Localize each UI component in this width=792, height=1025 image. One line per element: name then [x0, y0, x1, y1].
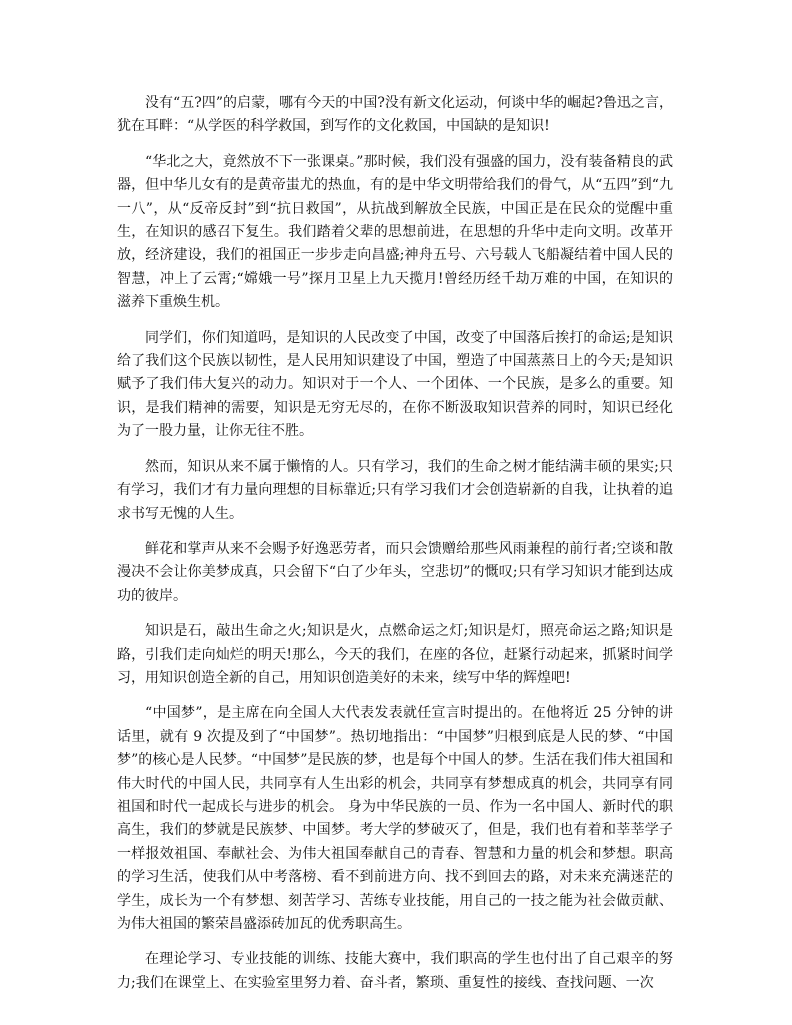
- paragraph-8: 在理论学习、专业技能的训练、技能大赛中，我们职高的学生也付出了自己艰辛的努力;我们在课堂上、在实验室里努力着、奋斗者，繁琐、重复性的接线、查找问题、一次: [117, 951, 673, 991]
- paragraph-7: “中国梦”，是主席在向全国人大代表发表就任宣言时提出的。在他将近 25 分钟的讲话里，就有 9 次提及到了“中国梦”。热切地指出：“中国梦”归根到底是人民的梦、“中国梦”的核心是人民梦。“中国梦”是民族的梦，也是每个中国人的梦。生活在我们伟大祖国和伟大时代的中国人民，共同享有人生出彩的机会，共同享有梦想成真的机会，共同享有同祖国和时代一起成长与进步的机会。 身为中华民族的一员、作为一名中国人、新时代的职高生，我们的梦就是民族梦、中国梦。考大学的梦破灭了，但是，我们也有着和莘莘学子一样报效祖国、奉献社会、为伟大祖国奉献自己的青春、智慧和力量的机会和梦想。职高的学习生活，使我们从中考落榜、看不到前进方向、找不到回去的路，对未来充满迷茫的学生，成长为一个有梦想、刻苦学习、苦练专业技能，用自己的一技之能为社会做贡献、为伟大祖国的繁荣昌盛添砖加瓦的优秀职高生。: [117, 705, 673, 932]
- paragraph-6: 知识是石，敲出生命之火;知识是火，点燃命运之灯;知识是灯，照亮命运之路;知识是路，引我们走向灿烂的明天!那么，今天的我们，在座的各位，赶紧行动起来，抓紧时间学习，用知识创造全新的自己，用知识创造美好的未来，续写中华的辉煌吧!: [117, 623, 673, 686]
- paragraph-2: “华北之大，竟然放不下一张课桌。”那时候，我们没有强盛的国力，没有装备精良的武器，但中华儿女有的是黄帝蚩尤的热血，有的是中华文明带给我们的骨气，从“五四”到“九一八”，从“反帝反封”到“抗日救国”，从抗战到解放全民族，中国正是在民众的觉醒中重生，在知识的感召下复生。我们踏着父辈的思想前进，在思想的升华中走向文明。改革开放，经济建设，我们的祖国正一步步走向昌盛;神舟五号、六号载人飞船凝结着中国人民的智慧，冲上了云霄;“嫦娥一号”探月卫星上九天揽月!曾经历经千劫万难的中国，在知识的滋养下重焕生机。: [117, 153, 673, 311]
- paragraph-4: 然而，知识从来不属于懒惰的人。只有学习，我们的生命之树才能结满丰硕的果实;只有学习，我们才有力量向理想的目标靠近;只有学习我们才会创造崭新的自我，让执着的追求书写无愧的人生。: [117, 458, 673, 522]
- document-page: [117, 92, 673, 1007]
- paragraph-3: 同学们，你们知道吗，是知识的人民改变了中国，改变了中国落后挨打的命运;是知识给了我们这个民族以韧性，是人民用知识建设了中国，塑造了中国蒸蒸日上的今天;是知识赋予了我们伟大复兴的动力。知识对于一个人、一个团体、一个民族，是多么的重要。知识，是我们精神的需要，知识是无穷无尽的，在你不断汲取知识营养的同时，知识已经化为了一股力量，让你无往不胜。: [117, 329, 673, 440]
- paragraph-5: 鲜花和掌声从来不会赐予好逸恶劳者，而只会馈赠给那些风雨兼程的前行者;空谈和散漫决不会让你美梦成真，只会留下“白了少年头，空悲切”的慨叹;只有学习知识才能到达成功的彼岸。: [117, 540, 673, 604]
- paragraph-1: 没有“五?四”的启蒙，哪有今天的中国?没有新文化运动，何谈中华的崛起?鲁迅之言，犹在耳畔：“从学医的科学救国，到写作的文化救国，中国缺的是知识!: [117, 95, 673, 135]
